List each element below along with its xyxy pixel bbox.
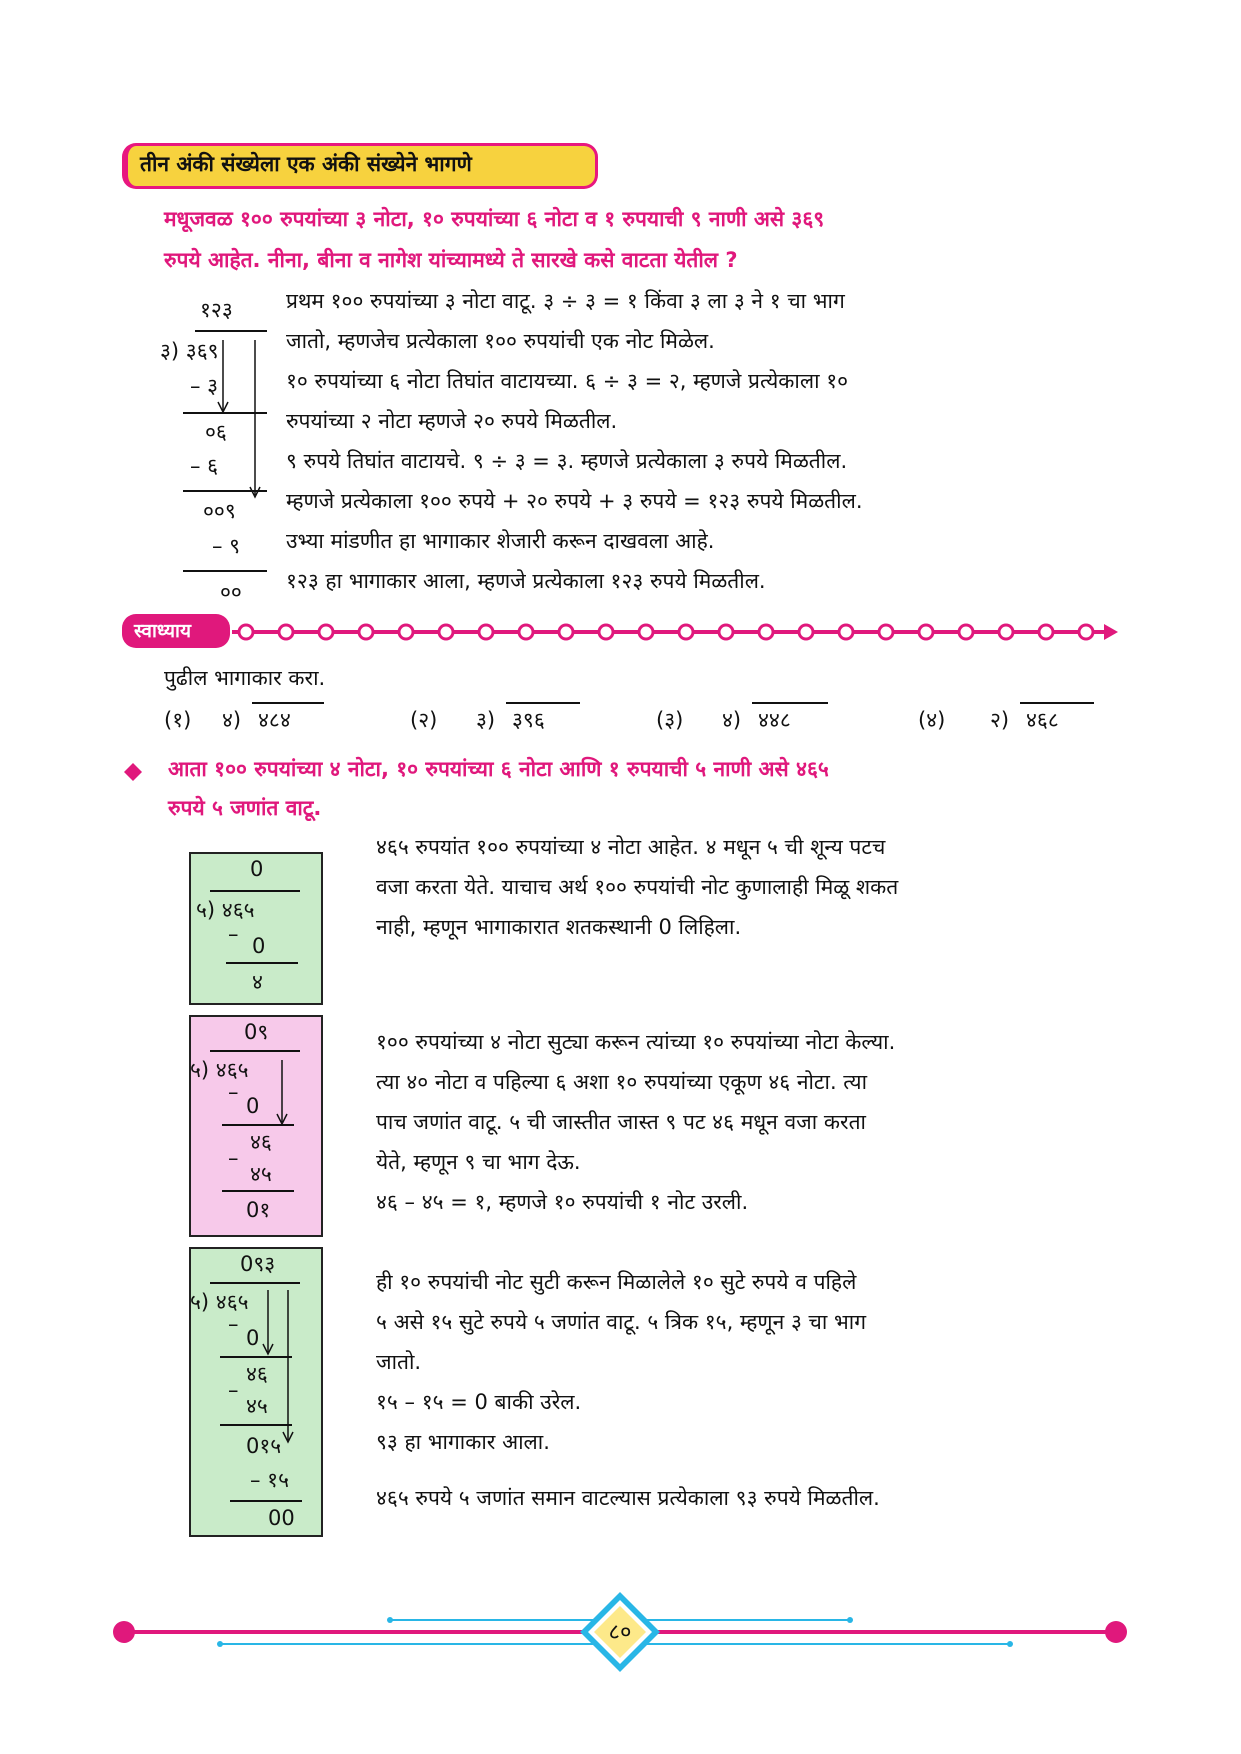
problem1-line1: मधूजवळ १०० रुपयांच्या ३ नोटा, १० रुपयांच्या ६ नोटा व १ रुपयाची ९ नाणी असे ३६९	[164, 207, 825, 231]
exercise-item-number: (४)	[918, 708, 946, 732]
exercise-item-divisor: ४)	[222, 708, 242, 732]
step3-text-line: ही १० रुपयांची नोट सुटी करून मिळालेले १० सुटे रुपये व पहिले	[376, 1270, 857, 1294]
down-arrow-icon	[272, 1060, 292, 1130]
problem2-line1: आता १०० रुपयांच्या ४ नोटा, १० रुपयांच्या ६ नोटा आणि १ रुपयाची ५ नाणी असे ४६५	[168, 757, 829, 781]
step3-quotient: 0९३	[240, 1252, 276, 1276]
explanation1-line: उभ्या मांडणीत हा भागाकार शेजारी करून दाखवला आहे.	[286, 529, 715, 553]
step3-row: – १५	[250, 1468, 290, 1492]
step2-text-line: त्या ४० नोटा व पहिल्या ६ अशा १० रुपयांच्या एकूण ४६ नोटा. त्या	[376, 1070, 868, 1094]
step1-row: 0	[252, 934, 266, 958]
section-heading: तीन अंकी संख्येला एक अंकी संख्येने भागणे	[140, 152, 472, 176]
division1-quotient: १२३	[200, 298, 233, 322]
exercise-tab-label: स्वाध्याय	[134, 620, 191, 642]
diamond-bullet-icon	[124, 763, 142, 781]
step2-text-line: येते, म्हणून ९ चा भाग देऊ.	[376, 1150, 581, 1174]
explanation1-line: १२३ हा भागाकार आला, म्हणजे प्रत्येकाला १२३ रुपये मिळतील.	[286, 569, 766, 593]
step2-row: –	[228, 1080, 239, 1104]
step3-text-line: १५ – १५ = 0 बाकी उरेल.	[376, 1390, 582, 1414]
division1-row: – ६	[190, 454, 219, 478]
page-number: ८०	[608, 1620, 632, 1645]
step2-text-line: ४६ – ४५ = १, म्हणजे १० रुपयांची १ नोट उरली.	[376, 1190, 749, 1214]
explanation1-line: रुपयांच्या २ नोटा म्हणजे २० रुपये मिळतील.	[286, 409, 618, 433]
step3-row: –	[228, 1312, 239, 1336]
division1-row: – ३	[190, 374, 219, 398]
division1-dividend: ३) ३६९	[160, 339, 219, 363]
step1-text-line: ४६५ रुपयांत १०० रुपयांच्या ४ नोटा आहेत. ४ मधून ५ ची शून्य पटच	[376, 835, 886, 859]
division1-row: – ९	[212, 534, 241, 558]
down-arrows-icon	[215, 340, 265, 500]
step1-row: ४	[252, 970, 263, 994]
exercise-item-number: (१)	[164, 708, 192, 732]
explanation1-line: जातो, म्हणजेच प्रत्येकाला १०० रुपयांची एक नोट मिळेल.	[286, 329, 715, 353]
down-arrows-icon	[258, 1290, 298, 1450]
division1-row: ०६	[205, 420, 227, 444]
problem1-line2: रुपये आहेत. नीना, बीना व नागेश यांच्यामध्ये ते सारखे कसे वाटता येतील ?	[164, 248, 738, 272]
step3-text-line: ५ असे १५ सुटे रुपये ५ जणांत वाटू. ५ त्रिक १५, म्हणून ३ चा भाग	[376, 1310, 867, 1334]
step2-quotient: 0९	[244, 1020, 269, 1044]
division1-row: ००९	[203, 499, 236, 523]
exercise-item-divisor: २)	[990, 708, 1010, 732]
step1-quotient: 0	[250, 857, 264, 881]
exercise-instruction: पुढील भागाकार करा.	[164, 666, 326, 690]
step2-text-line: पाच जणांत वाटू. ५ ची जास्तीत जास्त ९ पट ४६ मधून वजा करता	[376, 1110, 866, 1134]
exercise-item-dividend: ३९६	[512, 708, 545, 732]
step3-row: ४६	[246, 1362, 268, 1386]
explanation1-line: १० रुपयांच्या ६ नोटा तिघांत वाटायच्या. ६ ÷ ३ = २, म्हणजे प्रत्येकाला १०	[286, 369, 849, 393]
explanation1-line: म्हणजे प्रत्येकाला १०० रुपये + २० रुपये + ३ रुपये = १२३ रुपये मिळतील.	[286, 489, 863, 513]
step1-text-line: नाही, म्हणून भागाकारात शतकस्थानी 0 लिहिला.	[376, 915, 742, 939]
step3-row: –	[228, 1378, 239, 1402]
exercise-item-number: (२)	[410, 708, 438, 732]
step1-dividend: ५) ४६५	[196, 898, 255, 922]
exercise-item-dividend: ४६८	[1026, 708, 1059, 732]
exercise-item-dividend: ४८४	[258, 708, 291, 732]
step3-text-line: ९३ हा भागाकार आला.	[376, 1430, 550, 1454]
step3-row: ४५	[246, 1394, 268, 1418]
step3-row: 00	[268, 1506, 295, 1530]
division1-row: ००	[220, 580, 242, 604]
step2-row: 0	[246, 1094, 260, 1118]
explanation1-line: ९ रुपये तिघांत वाटायचे. ९ ÷ ३ = ३. म्हणजे प्रत्येकाला ३ रुपये मिळतील.	[286, 449, 848, 473]
exercise-item-number: (३)	[656, 708, 684, 732]
exercise-item-divisor: ३)	[476, 708, 496, 732]
step2-row: 0१	[246, 1198, 271, 1222]
chain-decoration	[232, 620, 1120, 644]
explanation1-line: प्रथम १०० रुपयांच्या ३ नोटा वाटू. ३ ÷ ३ = १ किंवा ३ ला ३ ने १ चा भाग	[286, 289, 845, 313]
step3-conclusion: ४६५ रुपये ५ जणांत समान वाटल्यास प्रत्येकाला ९३ रुपये मिळतील.	[376, 1486, 880, 1510]
step2-row: –	[228, 1146, 239, 1170]
step1-row: –	[228, 922, 239, 946]
step1-text-line: वजा करता येते. याचाच अर्थ १०० रुपयांची नोट कुणालाही मिळू शकत	[376, 875, 899, 899]
step2-dividend: ५) ४६५	[190, 1058, 249, 1082]
step3-row: 0	[246, 1326, 260, 1350]
step2-row: ४५	[250, 1162, 272, 1186]
step2-text-line: १०० रुपयांच्या ४ नोटा सुट्या करून त्यांच्या १० रुपयांच्या नोटा केल्या.	[376, 1030, 896, 1054]
problem2-line2: रुपये ५ जणांत वाटू.	[168, 796, 322, 820]
step3-row: 0१५	[246, 1434, 282, 1458]
step3-text-line: जातो.	[376, 1350, 422, 1374]
step3-dividend: ५) ४६५	[190, 1290, 249, 1314]
step2-row: ४६	[250, 1130, 272, 1154]
exercise-item-dividend: ४४८	[758, 708, 791, 732]
exercise-item-divisor: ४)	[722, 708, 742, 732]
